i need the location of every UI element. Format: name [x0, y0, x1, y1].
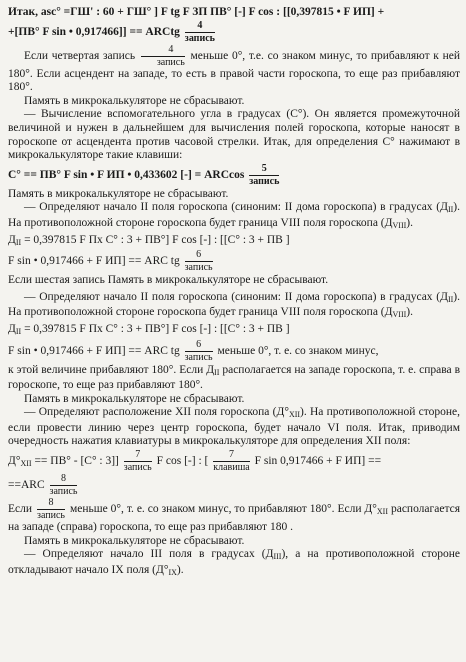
fraction-7: 7 запись — [123, 449, 152, 474]
formula-dxii-2: ==ARC 8 запись — [8, 473, 78, 498]
paragraph-sixth-record: Если шестая запись Память в микрокалькуляторе не сбрасывают. — [8, 274, 329, 287]
fraction-4: 4 запись — [184, 19, 215, 44]
formula-c: С° == ПВ° F sin • F ИП • 0,433602 [-] = ARCcos 5 запись — [8, 162, 280, 187]
paragraph-add-180: к этой величине прибавляют 180°. Если $Д_{II}$ располагается на западе гороскопа, т. е. справа в гороскопе, то еще раз прибавляют 180°. — [8, 363, 461, 392]
paragraph-field-iii: — Определяют начало III поля в градусах $(Д_{III})$, а на противоположной стороне откладывают начало IX поля $(Д^\circ_{IX})$. — [8, 548, 460, 577]
fraction-6-a: 6 запись — [184, 249, 213, 274]
formula-dxii-1: $Д^\circ_{XII} == ПВ^\circ - [С^\circ$ : 3]] 7 запись F cos [-] : [ 7 клавиша F sin 0,917466 + F ИП] == — [8, 449, 382, 474]
formula-dii-a-1: $Д_{II} = 0,397815$ F Пх С° : 3 + ПВ°] F cos [-] : [[С° : 3 + ПВ ] — [8, 233, 290, 247]
paragraph-fourth-record: Если четвертая запись 4 запись меньше 0°, т.е. со знаком минус, то прибавляют к ней 180°. Если асцендент на западе, то есть в правой части гороскопа, то еще раз прибавляют 180°. — [8, 43, 461, 94]
paragraph-memory-3: Память в микрокалькуляторе не сбрасывают. — [24, 392, 245, 405]
paragraph-aux-angle: — Вычисление вспомогательного угла в градусах (С°). Он является промежуточной величиной и нужен в дальнейшем для вычисления полей гороскопа, которые наносят в гороскопе от асцендента против часовой стрелки. Итак, для определения С° нажимают в микрокалькуляторе такие клавиши: — [8, 108, 460, 162]
paragraph-memory-4: Память в микрокалькуляторе не сбрасывают. — [24, 534, 245, 547]
paragraph-memory-2: Память в микрокалькуляторе не сбрасывают. — [8, 187, 229, 200]
formula-dii-b-2: F sin • 0,917466 + F ИП] == ARC tg 6 запись меньше 0°, т. е. со знаком минус, — [8, 338, 379, 363]
fraction-4-inline: 4 запись — [141, 45, 185, 68]
fraction-8-inline: 8 запись — [37, 497, 65, 522]
formula-asc-line2: +[ПВ° F sin • 0,917466]] == ARCtg 4 запись — [8, 19, 215, 44]
formula-dii-b-1: $Д_{II} = 0,397815$ F Пх С° : 3 + ПВ°] F cos [-] : [[С° : 3 + ПВ ] — [8, 322, 290, 336]
paragraph-memory-1: Память в микрокалькуляторе не сбрасывают. — [24, 94, 245, 107]
paragraph-eighth-record: Если 8 запись меньше 0°, т. е. со знаком минус, то прибавляют 180°. Если $Д^\circ_{XII}$ располагается на западе (справа) гороскопа, то еще раз прибавляют 180 . — [8, 497, 461, 534]
formula-asc-line1: Итак, asc° =ГШ' : 60 + ГШ° ] F tg F ЗП ПВ° [-] F cos : [[0,397815 • F ИП] + — [8, 6, 385, 18]
fraction-8: 8 запись — [49, 473, 78, 498]
fraction-7-key: 7 клавиша — [213, 449, 250, 474]
fraction-5: 5 запись — [249, 162, 280, 187]
formula-dii-a-2: F sin • 0,917466 + F ИП] == ARC tg 6 запись — [8, 249, 213, 274]
paragraph-field-ii-a: — Определяют начало II поля гороскопа (синоним: II дома гороскопа) в градусах $(Д_{II})$. На противоположной стороне гороскопа будет граница VIII поля гороскопа $(Д_{VIII})$. — [8, 201, 460, 230]
fraction-6-b: 6 запись — [184, 338, 213, 363]
paragraph-field-xii: — Определяют расположение XII поля гороскопа $(Д^\circ_{XII})$. На противоположной стороне, если провести линию через центр гороскопа, будет начало VI поля. Итак, приводим очередность нажатия клавиатуры в микрокалькуляторе для определения XII поля: — [8, 406, 461, 448]
paragraph-field-ii-b: — Определяют начало II поля гороскопа (синоним: II дома гороскопа) в градусах $(Д_{II})$. На противоположной стороне гороскопа будет граница VIII поля гороскопа $(Д_{VIII})$. — [8, 290, 460, 320]
